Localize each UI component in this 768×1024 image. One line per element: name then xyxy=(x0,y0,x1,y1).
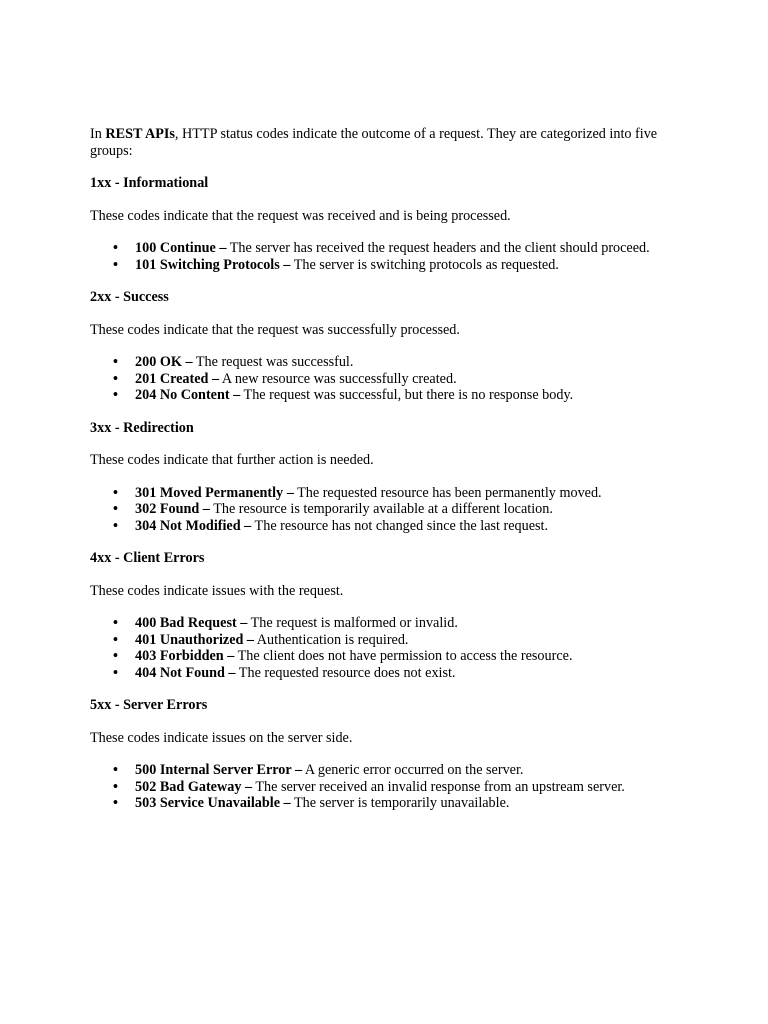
list-item xyxy=(90,354,690,371)
section-4xx xyxy=(90,550,690,681)
section-heading: 3xx - Redirection xyxy=(90,419,194,436)
status-code-label: 201 Created – xyxy=(135,370,220,387)
list-item xyxy=(90,257,690,274)
list-item xyxy=(90,665,690,682)
status-code-label: 204 No Content – xyxy=(135,387,241,403)
status-code-description: The requested resource does not exist. xyxy=(235,664,456,681)
section-heading: 5xx - Server Errors xyxy=(90,697,208,713)
list-item xyxy=(90,501,690,518)
status-code-description: The requested resource has been permanently moved. xyxy=(293,484,602,501)
status-code-label: 400 Bad Request – xyxy=(135,615,248,631)
intro-paragraph xyxy=(90,126,690,159)
list-item xyxy=(90,387,690,404)
status-code-label: 403 Forbidden – xyxy=(135,648,235,664)
section-description: These codes indicate that the request was received and is being processed. xyxy=(90,207,511,224)
bullet-icon: • xyxy=(113,615,118,631)
section-description: These codes indicate issues on the server side. xyxy=(90,729,353,746)
intro-bold-term: REST APIs xyxy=(105,126,175,142)
status-code-label: 302 Found – xyxy=(135,501,210,517)
status-code-label: 401 Unauthorized – xyxy=(135,631,255,648)
section-description: These codes indicate that the request was successfully processed. xyxy=(90,321,460,338)
status-code-description: The request was successful, but there is no response body. xyxy=(240,387,574,403)
status-code-label: 301 Moved Permanently – xyxy=(135,484,294,501)
bullet-icon: • xyxy=(113,501,118,517)
section-2xx xyxy=(90,289,690,404)
status-code-label: 503 Service Unavailable – xyxy=(135,795,291,811)
list-item xyxy=(90,485,690,502)
section-5xx xyxy=(90,697,690,812)
section-3xx xyxy=(90,420,690,535)
status-code-description: A new resource was successfully created. xyxy=(219,370,457,387)
document-page xyxy=(90,126,690,828)
list-item xyxy=(90,648,690,665)
intro-suffix: , HTTP status codes indicate the outcome of a request. They are categorized into five groups: xyxy=(90,126,658,159)
bullet-icon: • xyxy=(113,631,118,648)
list-item xyxy=(90,779,690,796)
status-code-label: 404 Not Found – xyxy=(135,664,236,681)
bullet-icon: • xyxy=(113,778,118,795)
status-code-list xyxy=(90,615,690,681)
status-code-description: The resource has not changed since the last request. xyxy=(251,517,549,534)
bullet-icon: • xyxy=(113,387,118,403)
status-code-label: 200 OK – xyxy=(135,354,193,370)
list-item xyxy=(90,371,690,388)
bullet-icon: • xyxy=(113,795,118,811)
status-code-description: The request is malformed or invalid. xyxy=(247,615,458,631)
bullet-icon: • xyxy=(113,240,118,256)
status-code-description: The client does not have permission to access the resource. xyxy=(234,648,573,664)
status-code-description: The server is switching protocols as requested. xyxy=(290,256,559,273)
section-description: These codes indicate issues with the request. xyxy=(90,582,344,599)
bullet-icon: • xyxy=(113,648,118,664)
list-item xyxy=(90,632,690,649)
status-code-label: 502 Bad Gateway – xyxy=(135,778,253,795)
status-code-description: Authentication is required. xyxy=(254,631,409,648)
status-code-list xyxy=(90,240,690,273)
list-item xyxy=(90,240,690,257)
status-code-label: 500 Internal Server Error – xyxy=(135,762,303,778)
bullet-icon: • xyxy=(113,370,118,387)
status-code-list xyxy=(90,762,690,812)
status-code-list xyxy=(90,485,690,535)
bullet-icon: • xyxy=(113,517,118,534)
status-code-description: A generic error occurred on the server. xyxy=(302,762,524,778)
bullet-icon: • xyxy=(113,256,118,273)
section-1xx xyxy=(90,175,690,273)
section-heading: 1xx - Informational xyxy=(90,175,209,191)
status-code-description: The request was successful. xyxy=(192,354,354,370)
intro-prefix: In xyxy=(90,126,106,142)
section-heading: 4xx - Client Errors xyxy=(90,550,205,566)
status-code-description: The server received an invalid response from an upstream server. xyxy=(252,778,625,795)
list-item xyxy=(90,615,690,632)
bullet-icon: • xyxy=(113,484,118,501)
bullet-icon: • xyxy=(113,354,118,370)
list-item xyxy=(90,795,690,812)
status-code-description: The server has received the request headers and the client should proceed. xyxy=(226,240,650,256)
status-code-description: The resource is temporarily available at a different location. xyxy=(209,501,553,517)
list-item xyxy=(90,762,690,779)
status-code-list xyxy=(90,354,690,404)
status-code-label: 304 Not Modified – xyxy=(135,517,252,534)
bullet-icon: • xyxy=(113,664,118,681)
bullet-icon: • xyxy=(113,762,118,778)
status-code-label: 101 Switching Protocols – xyxy=(135,256,291,273)
section-heading: 2xx - Success xyxy=(90,289,169,305)
status-code-description: The server is temporarily unavailable. xyxy=(290,795,510,811)
list-item xyxy=(90,518,690,535)
status-code-label: 100 Continue – xyxy=(135,240,227,256)
section-description: These codes indicate that further action is needed. xyxy=(90,452,374,468)
